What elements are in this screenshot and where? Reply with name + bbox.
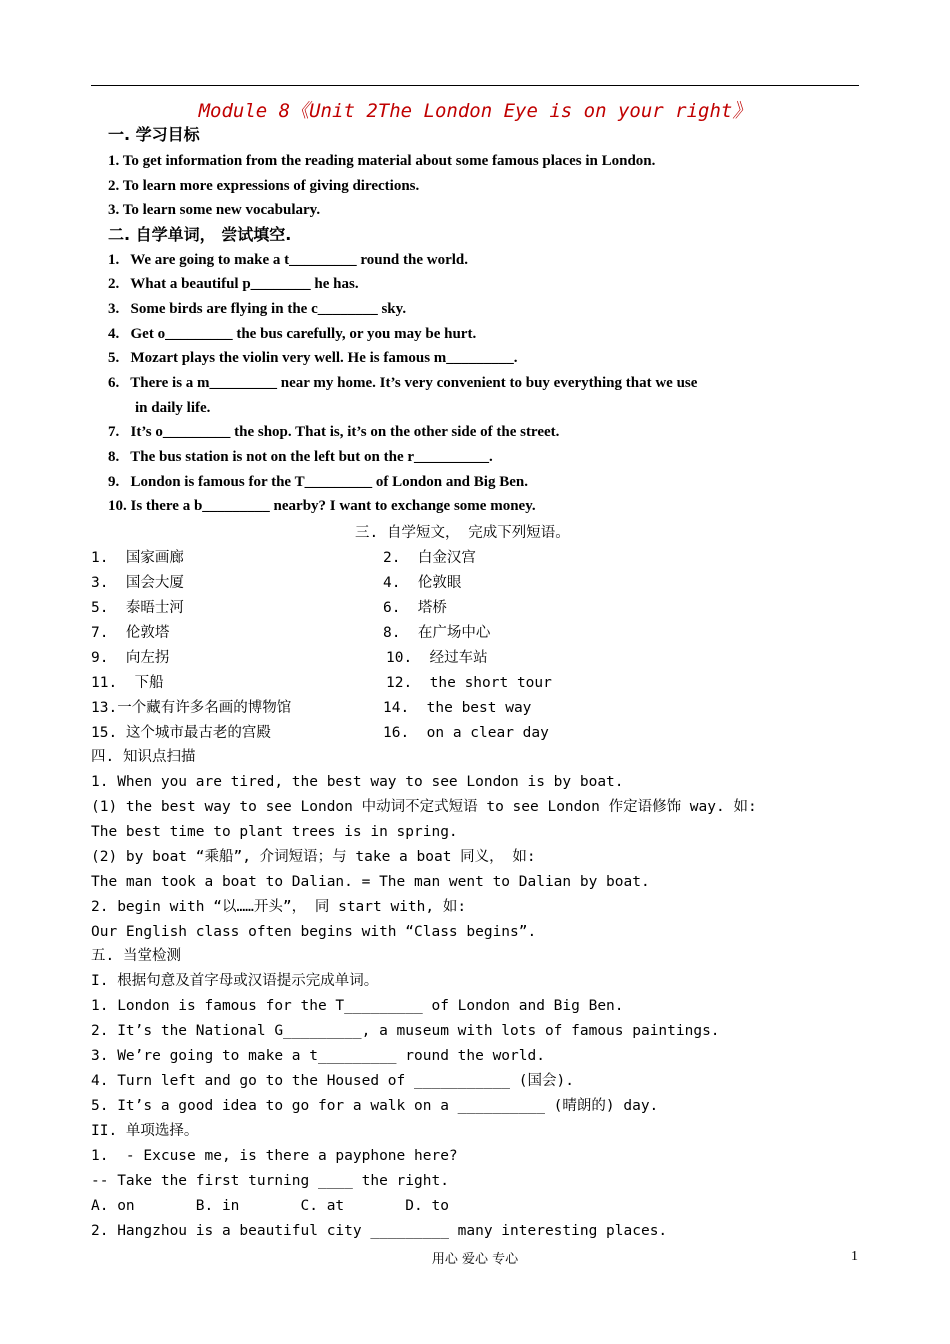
page-number: 1 xyxy=(851,1249,858,1264)
section-4-heading: 四. 知识点扫描 xyxy=(91,749,196,765)
knowledge-line-5: The man took a boat to Dalian. = The man went to Dalian by boat. xyxy=(91,874,650,890)
fill-item-9: 9. London is famous for the T_________ of London and Big Ben. xyxy=(108,474,528,490)
phrase-8: 8. 在广场中心 xyxy=(383,625,491,641)
phrase-1: 1. 国家画廊 xyxy=(91,550,184,566)
choice-item-2: 2. Hangzhou is a beautiful city _________ many interesting places. xyxy=(91,1223,668,1239)
fill-item-6-cont: in daily life. xyxy=(135,400,211,416)
knowledge-line-4: (2) by boat “乘船”, 介词短语；与 take a boat 同义， 如: xyxy=(91,849,536,865)
fill-item-10: 10. Is there a b_________ nearby? I want to exchange some money. xyxy=(108,498,536,514)
phrase-12: 12. the short tour xyxy=(386,675,552,691)
phrase-2: 2. 白金汉宫 xyxy=(383,550,476,566)
header-rule xyxy=(91,85,859,86)
objective-3: 3. To learn some new vocabulary. xyxy=(108,202,321,218)
part-1-heading: I. 根据句意及首字母或汉语提示完成单词。 xyxy=(91,973,379,989)
knowledge-line-1: 1. When you are tired, the best way to see London is by boat. xyxy=(91,774,624,790)
choice-item-1-reply: -- Take the first turning ____ the right. xyxy=(91,1173,449,1189)
knowledge-line-2: (1) the best way to see London 中动词不定式短语 to see London 作定语修饰 way. 如: xyxy=(91,799,757,815)
knowledge-line-3: The best time to plant trees is in spring. xyxy=(91,824,458,840)
objective-2: 2. To learn more expressions of giving directions. xyxy=(108,178,420,194)
phrase-13: 13.一个藏有许多名画的博物馆 xyxy=(91,700,292,716)
phrase-11: 11. 下船 xyxy=(91,675,164,691)
phrase-16: 16. on a clear day xyxy=(383,725,549,741)
section-1-heading: 一. 学习目标 xyxy=(108,125,200,144)
fill-item-7: 7. It’s o_________ the shop. That is, it’s on the other side of the street. xyxy=(108,424,560,440)
page-footer: 用心 爱心 专心 xyxy=(431,1252,519,1267)
choice-item-1-options: A. on B. in C. at D. to xyxy=(91,1198,449,1214)
part-2-heading: II. 单项选择。 xyxy=(91,1123,199,1139)
phrase-10: 10. 经过车站 xyxy=(386,650,488,666)
fill-item-4: 4. Get o_________ the bus carefully, or you may be hurt. xyxy=(108,326,477,342)
fill-item-1: 1. We are going to make a t_________ round the world. xyxy=(108,252,469,268)
phrase-3: 3. 国会大厦 xyxy=(91,575,184,591)
phrase-14: 14. the best way xyxy=(383,700,532,716)
phrase-4: 4. 伦敦眼 xyxy=(383,575,462,591)
test-item-4: 4. Turn left and go to the Housed of ___________ (国会). xyxy=(91,1073,574,1089)
objective-1: 1. To get information from the reading material about some famous places in London. xyxy=(108,153,656,169)
test-item-2: 2. It’s the National G_________, a museum with lots of famous paintings. xyxy=(91,1023,720,1039)
phrase-7: 7. 伦敦塔 xyxy=(91,625,170,641)
choice-item-1: 1. - Excuse me, is there a payphone here? xyxy=(91,1148,458,1164)
phrase-5: 5. 泰晤士河 xyxy=(91,600,184,616)
test-item-1: 1. London is famous for the T_________ of London and Big Ben. xyxy=(91,998,624,1014)
page-title: Module 8《Unit 2The London Eye is on your right》 xyxy=(198,100,752,122)
test-item-5: 5. It’s a good idea to go for a walk on a __________ (晴朗的) day. xyxy=(91,1098,659,1114)
fill-item-5: 5. Mozart plays the violin very well. He is famous m_________. xyxy=(108,350,518,366)
test-item-3: 3. We’re going to make a t_________ round the world. xyxy=(91,1048,545,1064)
section-5-heading: 五. 当堂检测 xyxy=(91,948,181,964)
knowledge-line-7: Our English class often begins with “Class begins”. xyxy=(91,924,537,940)
knowledge-line-6: 2. begin with “以……开头”， 同 start with, 如: xyxy=(91,899,467,915)
phrase-15: 15. 这个城市最古老的宫殿 xyxy=(91,725,271,741)
phrase-6: 6. 塔桥 xyxy=(383,600,447,616)
phrase-9: 9. 向左拐 xyxy=(91,650,170,666)
fill-item-8: 8. The bus station is not on the left but on the r__________. xyxy=(108,449,493,465)
section-2-heading: 二. 自学单词， 尝试填空. xyxy=(108,225,292,244)
fill-item-3: 3. Some birds are flying in the c________ sky. xyxy=(108,301,407,317)
fill-item-2: 2. What a beautiful p________ he has. xyxy=(108,276,359,292)
section-3-heading: 三. 自学短文， 完成下列短语。 xyxy=(355,525,570,541)
fill-item-6: 6. There is a m_________ near my home. It’s very convenient to buy everything that we use xyxy=(108,375,698,391)
